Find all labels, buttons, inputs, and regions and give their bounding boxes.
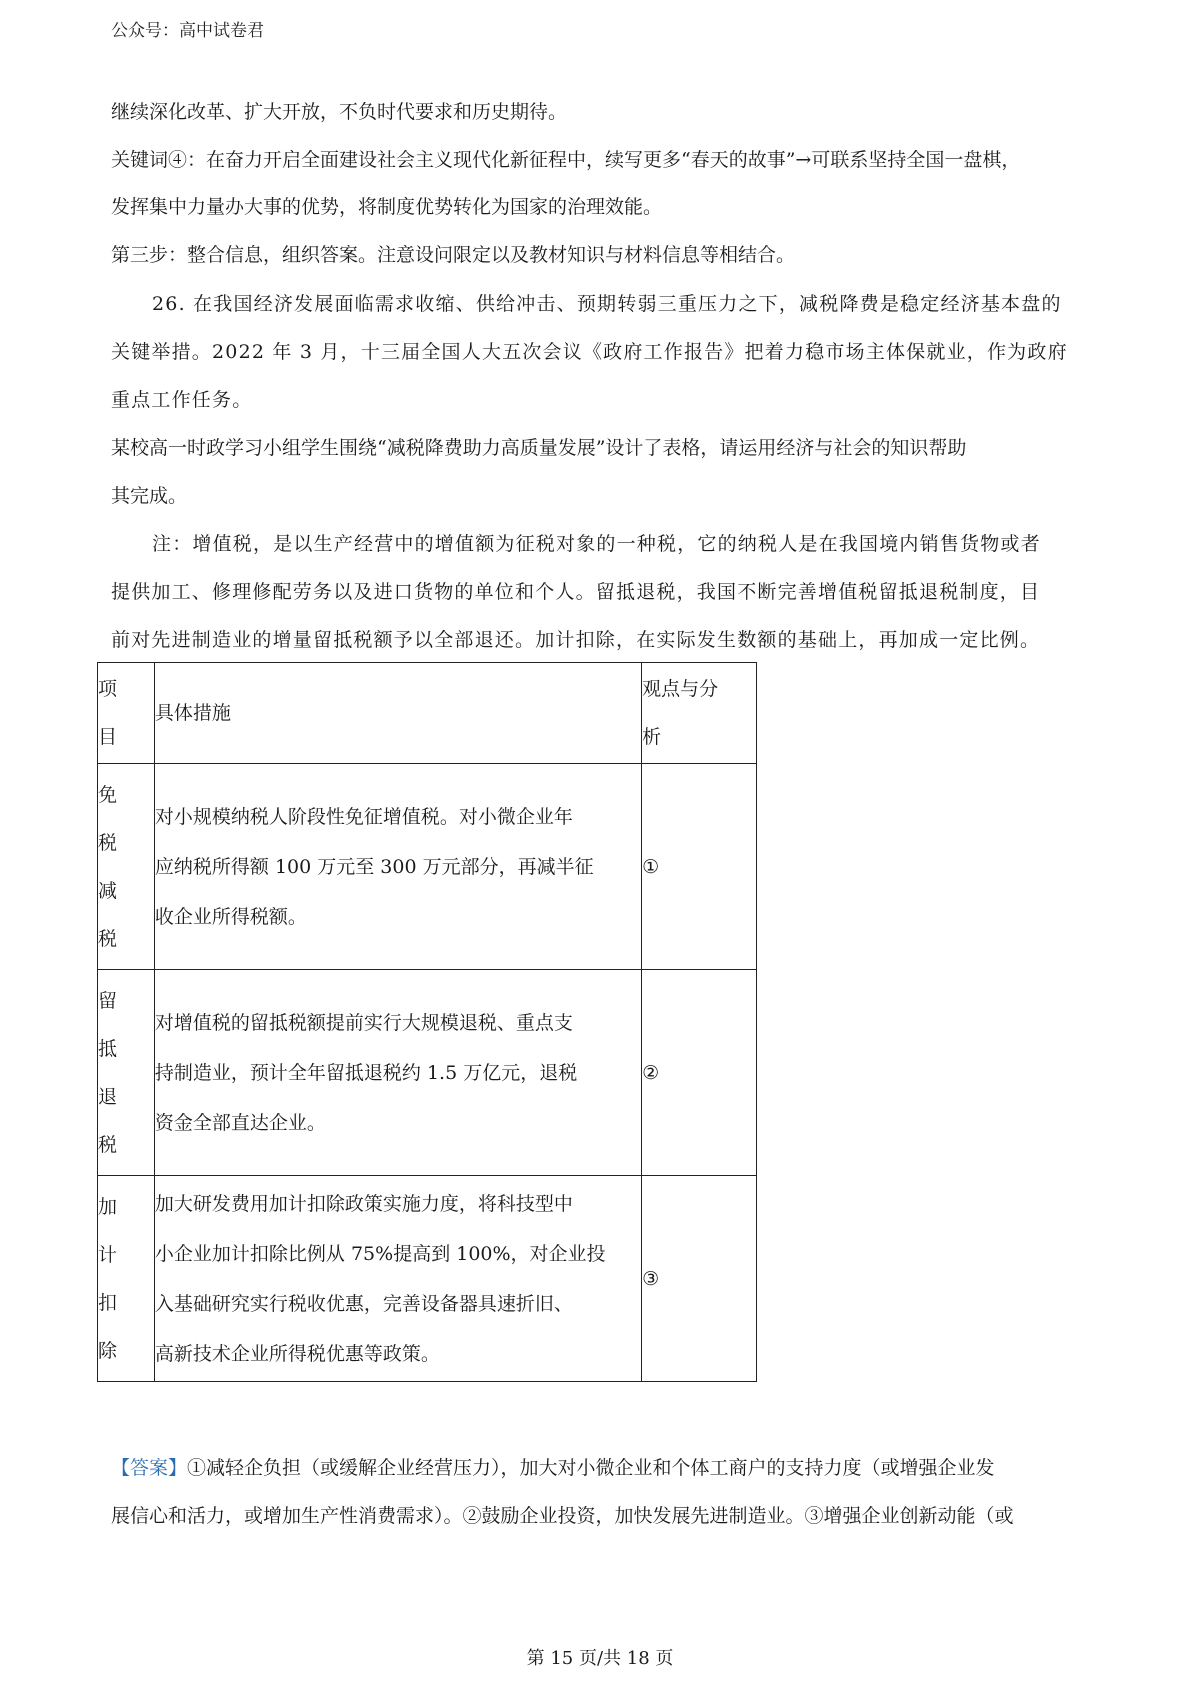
answer-line-1: 【答案】①减轻企负担（或缓解企业经营压力），加大对小微企业和个体工商户的支持力度（或增强企业发 — [111, 1457, 995, 1479]
tax-measures-table — [97, 662, 757, 1382]
table-row — [98, 970, 757, 1176]
prev-answer-line-2: 关键词④：在奋力开启全面建设社会主义现代化新征程中，续写更多“春天的故事”→可联系坚持全国一盘棋， — [111, 149, 1021, 171]
question-line-1: 26. 在我国经济发展面临需求收缩、供给冲击、预期转弱三重压力之下，减税降费是稳定经济基本盘的 — [152, 293, 1062, 315]
prev-answer-line-4: 第三步：整合信息，组织答案。注意设问限定以及教材知识与材料信息等相结合。 — [111, 244, 796, 266]
answer-tag: 【答案】 — [111, 1457, 188, 1479]
row-view-cell: ③ — [642, 1176, 757, 1382]
table-header-row — [98, 663, 757, 764]
row-view-cell: ① — [642, 764, 757, 970]
question-line-2: 关键举措。2022 年 3 月，十三届全国人大五次会议《政府工作报告》把着力稳市场主体保就业，作为政府 — [111, 341, 1068, 363]
prev-answer-line-1: 继续深化改革、扩大开放，不负时代要求和历史期待。 — [111, 101, 568, 123]
header-item-cell: 项 目 — [98, 663, 155, 764]
row-item-cell: 留 抵 退 税 — [98, 970, 155, 1176]
page-number: 第 15 页/共 18 页 — [526, 1648, 674, 1669]
header-view-cell: 观点与分 析 — [642, 663, 757, 764]
row-item-cell: 免 税 减 税 — [98, 764, 155, 970]
question-line-5: 其完成。 — [111, 485, 188, 507]
header-measure-cell: 具体措施 — [154, 663, 641, 764]
row-item-cell: 加 计 扣 除 — [98, 1176, 155, 1382]
note-line-1: 注：增值税，是以生产经营中的增值额为征税对象的一种税，它的纳税人是在我国境内销售货物或者 — [152, 533, 1041, 555]
source-header: 公众号：高中试卷君 — [111, 21, 264, 41]
prev-answer-line-3: 发挥集中力量办大事的优势，将制度优势转化为国家的治理效能。 — [111, 196, 663, 218]
row-measure-cell: 对小规模纳税人阶段性免征增值税。对小微企业年 应纳税所得额 100 万元至 300 万元部分，再减半征 收企业所得税额。 — [154, 764, 641, 970]
row-measure-cell: 加大研发费用加计扣除政策实施力度，将科技型中 小企业加计扣除比例从 75%提高到 100%，对企业投 入基础研究实行税收优惠，完善设备器具速折旧、 高新技术企业所得税优惠等政策。 — [154, 1176, 641, 1382]
row-view-cell: ② — [642, 970, 757, 1176]
table-row — [98, 764, 757, 970]
question-line-3: 重点工作任务。 — [111, 389, 253, 411]
table-row — [98, 1176, 757, 1382]
answer-line-2: 展信心和活力，或增加生产性消费需求）。②鼓励企业投资，加快发展先进制造业。③增强企业创新动能（或 — [111, 1505, 1014, 1527]
row-measure-cell: 对增值税的留抵税额提前实行大规模退税、重点支 持制造业，预计全年留抵退税约 1.5 万亿元，退税 资金全部直达企业。 — [154, 970, 641, 1176]
note-line-2: 提供加工、修理修配劳务以及进口货物的单位和个人。留抵退税，我国不断完善增值税留抵退税制度，目 — [111, 581, 1041, 603]
note-line-3: 前对先进制造业的增量留抵税额予以全部退还。加计扣除，在实际发生数额的基础上，再加成一定比例。 — [111, 629, 1041, 651]
question-line-4: 某校高一时政学习小组学生围绕“减税降费助力高质量发展”设计了表格，请运用经济与社会的知识帮助 — [111, 437, 967, 459]
